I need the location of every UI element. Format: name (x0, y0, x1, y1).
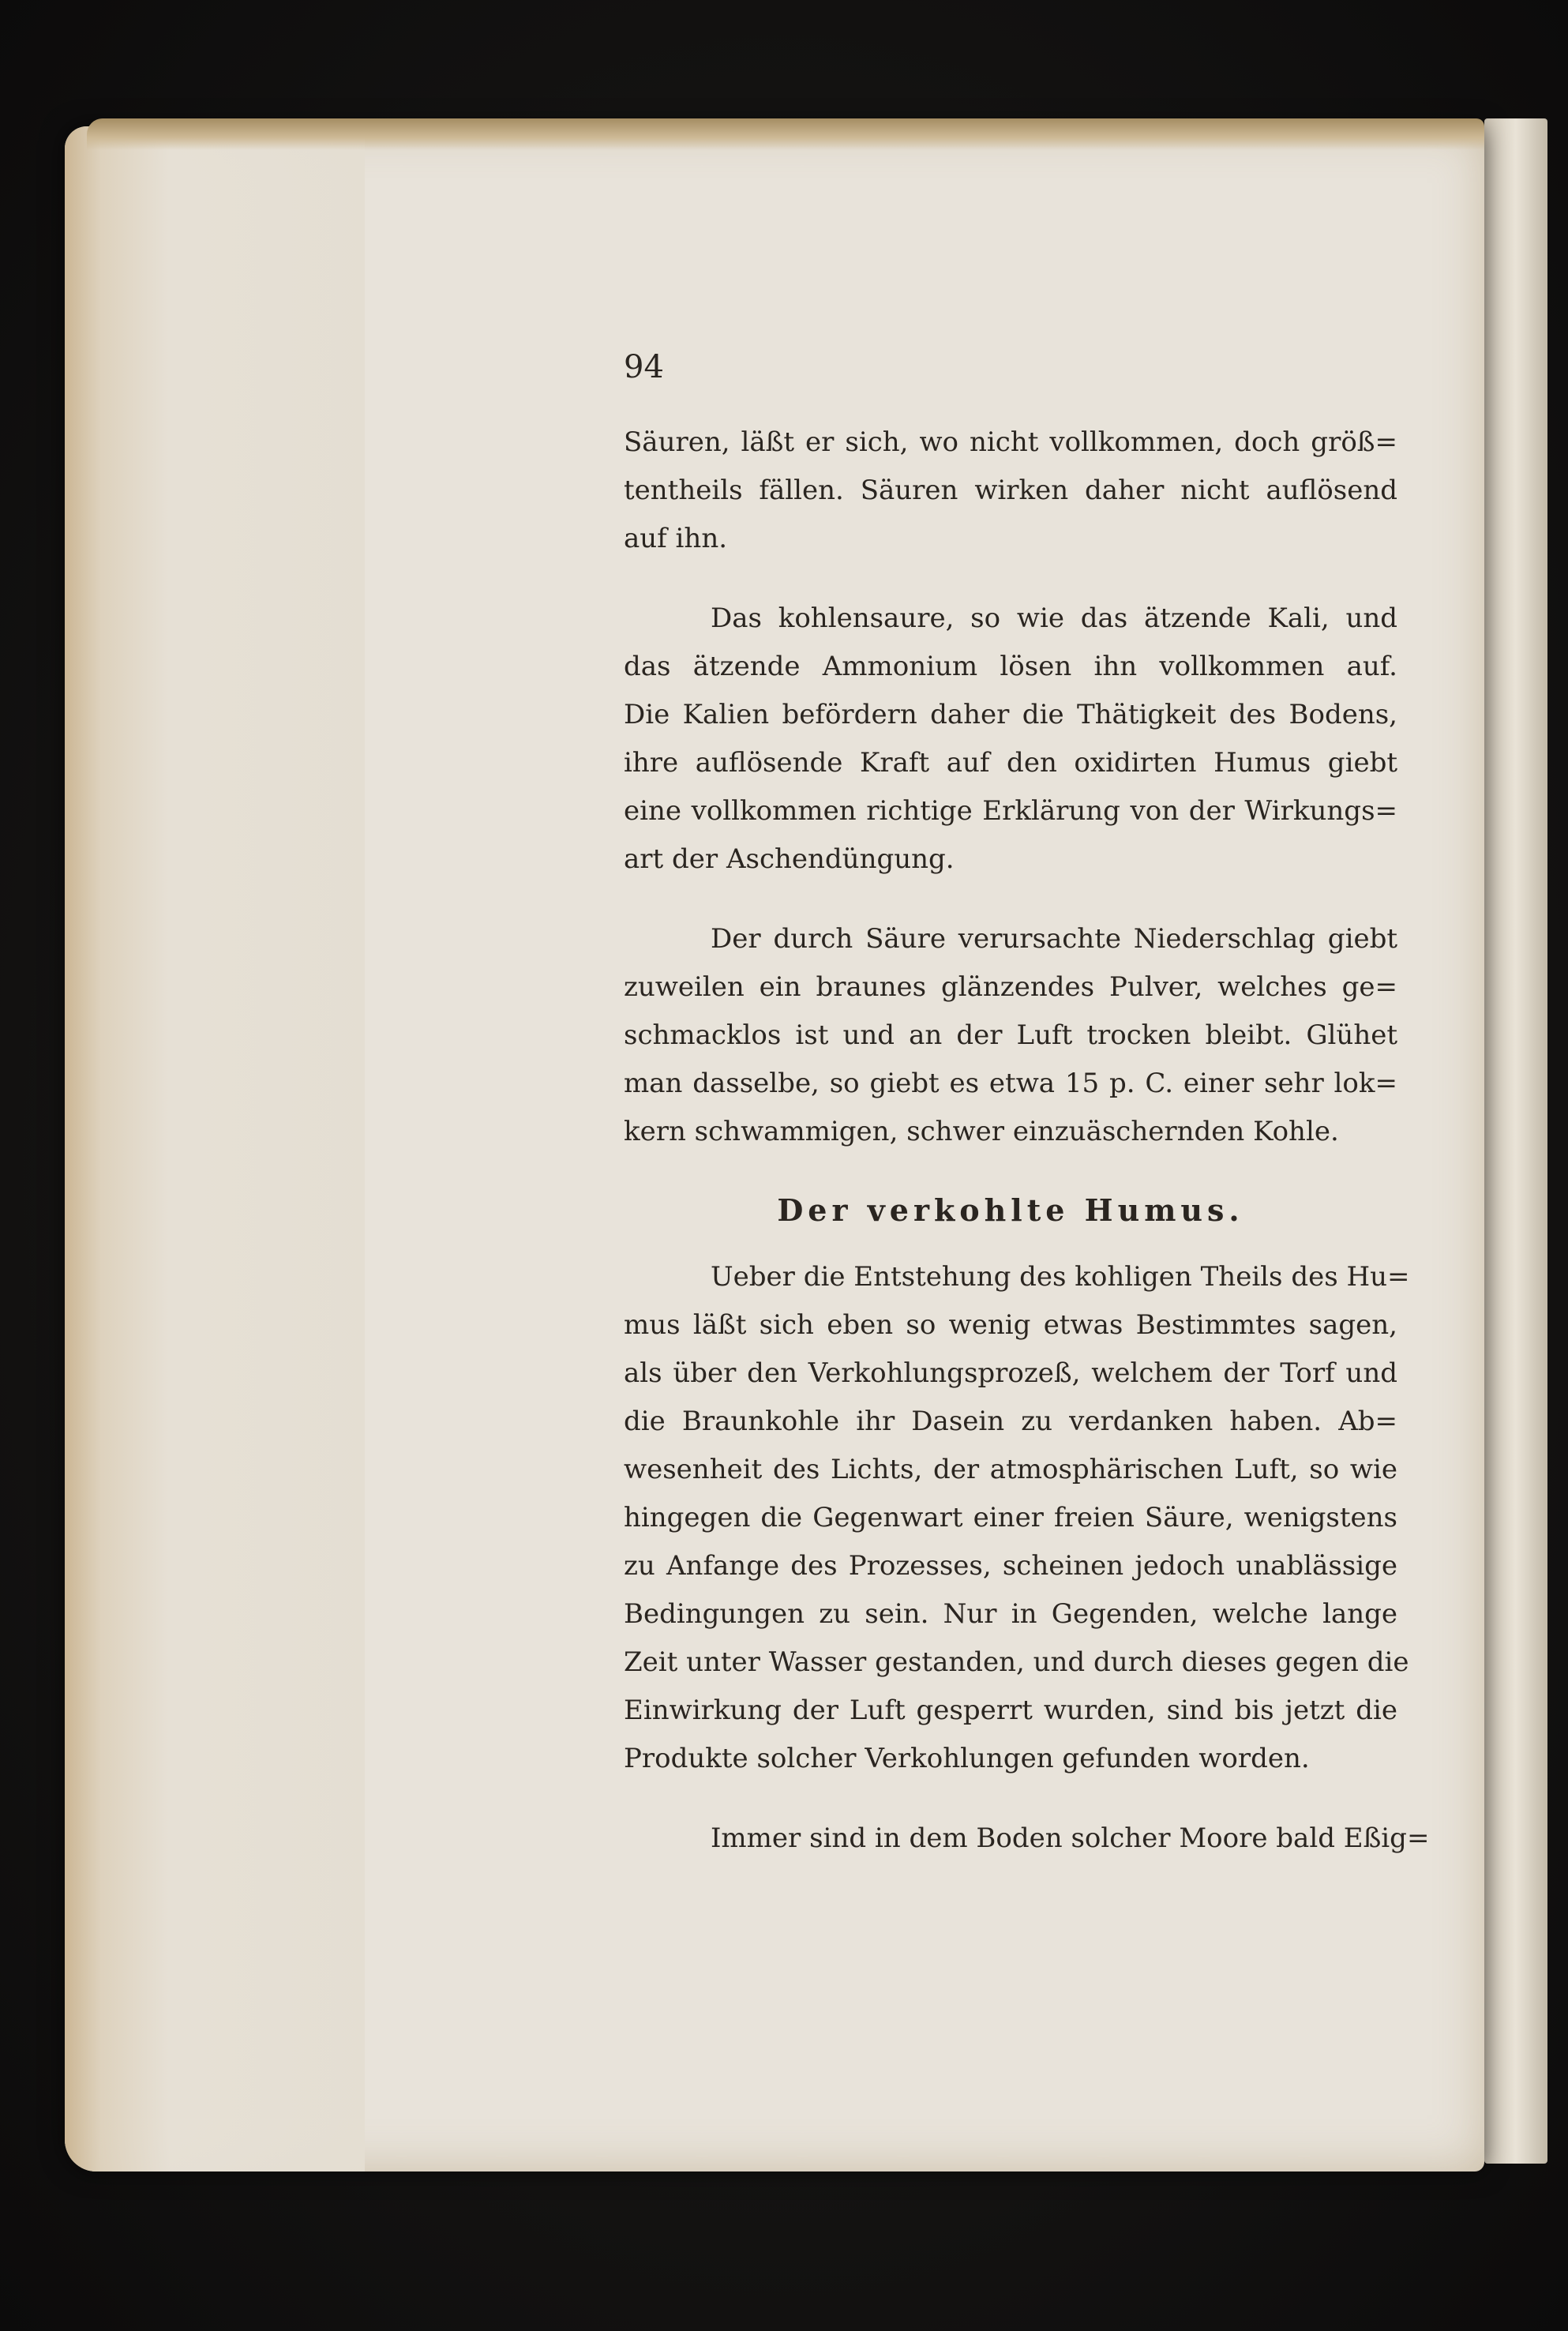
text-line: Bedingungen zu sein. Nur in Gegenden, welche lange (624, 1598, 1397, 1630)
paragraph-5 (624, 1815, 1430, 1863)
text-line: Säuren, läßt er sich, wo nicht vollkommen, doch größ= (624, 426, 1397, 458)
text-line: Produkte solcher Verkohlungen gefunden worden. (624, 1743, 1310, 1774)
text-line: Die Kalien befördern daher die Thätigkeit des Bodens, (624, 699, 1397, 730)
text-line: zu Anfange des Prozesses, scheinen jedoch unablässige (624, 1550, 1397, 1582)
text-line: Der durch Säure verursachte Niederschlag giebt (711, 923, 1397, 955)
text-line: hingegen die Gegenwart einer freien Säure, wenigstens (624, 1502, 1397, 1533)
text-line: mus läßt sich eben so wenig etwas Bestimmtes sagen, (624, 1309, 1397, 1341)
text-line: schmacklos ist und an der Luft trocken bleibt. Glühet (624, 1019, 1397, 1051)
next-page-edge (1484, 118, 1547, 2164)
text-line: Zeit unter Wasser gestanden, und durch dieses gegen die (624, 1646, 1409, 1678)
text-line: als über den Verkohlungsprozeß, welchem der Torf und (624, 1357, 1397, 1389)
text-line: Das kohlensaure, so wie das ätzende Kali, und (711, 602, 1397, 634)
text-line: das ätzende Ammonium lösen ihn vollkommen auf. (624, 651, 1397, 682)
text-line: Ueber die Entstehung des kohligen Theils des Hu= (711, 1261, 1410, 1293)
paragraph-4 (624, 1253, 1410, 1783)
text-line: man dasselbe, so giebt es etwa 15 p. C. einer sehr lok= (624, 1068, 1397, 1099)
page-text (624, 419, 1430, 1863)
text-line: tentheils fällen. Säuren wirken daher nicht auflösend (624, 475, 1397, 506)
text-line: zuweilen ein braunes glänzendes Pulver, welches ge= (624, 971, 1397, 1003)
text-line: Immer sind in dem Boden solcher Moore bald Eßig= (711, 1822, 1430, 1854)
text-line: ihre auflösende Kraft auf den oxidirten Humus giebt (624, 747, 1397, 779)
section-heading: Der verkohlte Humus. (777, 1192, 1244, 1228)
page-top-wear (87, 118, 1484, 150)
paragraph-1 (624, 419, 1397, 563)
page-number: 94 (624, 349, 664, 385)
paragraph-2 (624, 595, 1397, 884)
text-line: eine vollkommen richtige Erklärung von der Wirkungs= (624, 795, 1397, 827)
page-binding-fold (65, 126, 365, 2171)
text-line: art der Aschendüngung. (624, 843, 955, 875)
text-line: Einwirkung der Luft gesperrt wurden, sind bis jetzt die (624, 1695, 1397, 1726)
text-line: auf ihn. (624, 523, 728, 554)
paragraph-3 (624, 915, 1397, 1156)
text-line: die Braunkohle ihr Dasein zu verdanken haben. Ab= (624, 1406, 1397, 1437)
text-line: wesenheit des Lichts, der atmosphärischen Luft, so wie (624, 1454, 1397, 1485)
text-line: kern schwammigen, schwer einzuäschernden Kohle. (624, 1116, 1339, 1147)
